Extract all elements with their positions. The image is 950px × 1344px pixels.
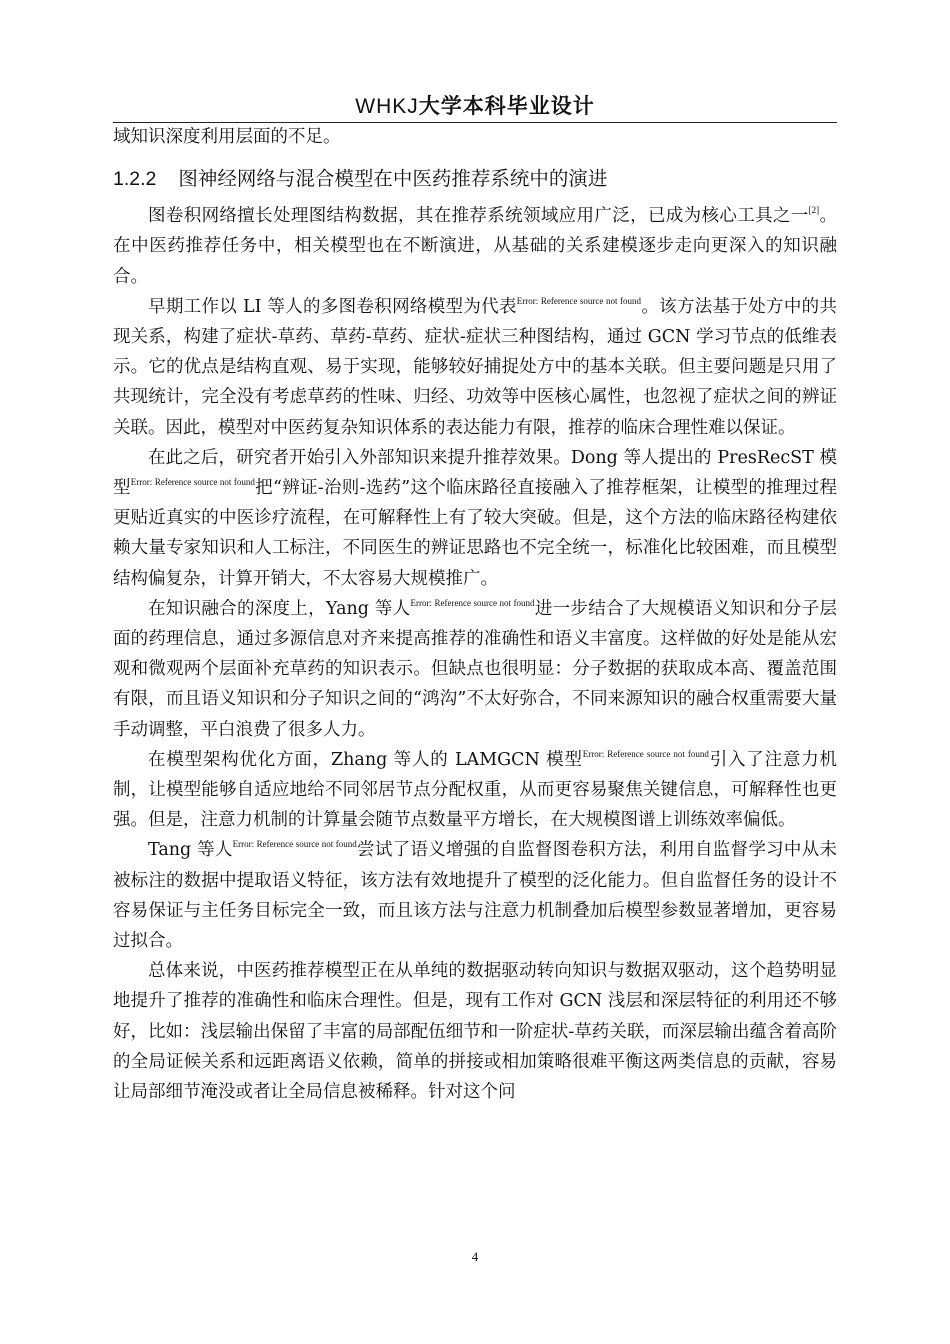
paragraph-3 (113, 443, 837, 594)
paragraph-2-text-a: 早期工作以 LI 等人的多图卷积网络模型为代表 (148, 296, 517, 317)
paragraph-7: 总体来说，中医药推荐模型正在从单纯的数据驱动转向知识与数据双驱动，这个趋势明显地提升了推荐的准确性和临床合理性。但是，现有工作对 GCN 浅层和深层特征的利用还不够好，比如：浅层输出保留了丰富的局部配伍细节和一阶症状-草药关联，而深层输出蕴含着高阶的全局证候关系和远距离语义依赖，简单的拼接或相加策略很难平衡这两类信息的贡献，容易让局部细节淹没或者让全局信息被稀释。针对这个问 (113, 961, 837, 1103)
citation-ref[interactable]: Error: Reference source not found (516, 295, 642, 306)
paragraph-5-text-a: 在模型架构优化方面，Zhang 等人的 LAMGCN 模型 (148, 749, 583, 770)
section-number: 1.2.2 (113, 168, 157, 191)
paragraph-5 (113, 745, 837, 836)
paragraph-6-text-b: 尝试了语义增强的自监督图卷积方法，利用自监督学习中从未被标注的数据中提取语义特征，该方法有效地提升了模型的泛化能力。但自监督任务的设计不容易保证与主任务目标完全一致，而且该方法与注意力机制叠加后模型参数显著增加，更容易过拟合。 (113, 840, 837, 952)
paragraph-6-text-a: Tang 等人 (148, 840, 233, 861)
citation-ref[interactable]: [2] (808, 205, 820, 216)
page-header (113, 92, 837, 121)
paragraph-4-text-b: 进一步结合了大规模语义知识和分子层面的药理信息，通过多源信息对齐来提高推荐的准确性和语义丰富度。这样做的好处是能从宏观和微观两个层面补充草药的知识表示。但缺点也很明显：分子数据的获取成本高、覆盖范围有限，而且语义知识和分子知识之间的“鸿沟”不太好弥合，不同来源知识的融合权重需要大量手动调整，平白浪费了很多人力。 (113, 598, 837, 740)
paragraph-2-text-b: 。该方法基于处方中的共现关系，构建了症状-草药、草药-草药、症状-症状三种图结构，通过 GCN 学习节点的低维表示。它的优点是结构直观、易于实现，能够较好捕捉处方中的基本关联。但主要问题是只用了共现统计，完全没有考虑草药的性味、归经、功效等中医核心属性，也忽视了症状之间的辨证关联。因此，模型对中医药复杂知识体系的表达能力有限，推荐的临床合理性难以保证。 (113, 296, 837, 438)
citation-ref[interactable]: Error: Reference source not found (582, 748, 709, 759)
paragraph-1 (113, 201, 837, 292)
section-title: 图神经网络与混合模型在中医药推荐系统中的演进 (178, 167, 608, 191)
paragraph-4 (113, 594, 837, 745)
paragraph-1-text-b: 。在中医药推荐任务中，相关模型也在不断演进，从基础的关系建模逐步走向更深入的知识融合。 (113, 206, 838, 287)
paragraph-5-text-b: 引入了注意力机制，让模型能够自适应地给不同邻居节点分配权重，从而更容易聚焦关键信息，可解释性也更强。但是，注意力机制的计算量会随节点数量平方增长，在大规模图谱上训练效率偏低。 (113, 749, 837, 831)
citation-ref[interactable]: Error: Reference source not found (232, 839, 357, 850)
paragraph-continued: 域知识深度利用层面的不足。 (113, 127, 341, 147)
section-heading (113, 164, 837, 194)
paragraph-1-text-a: 图卷积网络擅长处理图结构数据，其在推荐系统领域应用广泛，已成为核心工具之一 (148, 206, 809, 227)
paragraph-2 (113, 292, 837, 443)
citation-ref[interactable]: Error: Reference source not found (130, 477, 255, 488)
paragraph-3-text-a: 在此之后，研究者开始引入外部知识来提升推荐效果。Dong 等人提出的 PresRecST 模型 (113, 447, 837, 499)
paragraph-6 (113, 835, 837, 956)
header-title: 大学本科毕业设计 (418, 94, 595, 118)
citation-ref[interactable]: Error: Reference source not found (410, 597, 535, 608)
header-latin: WHKJ (355, 95, 419, 118)
paragraph-4-text-a: 在知识融合的深度上，Yang 等人 (148, 598, 411, 619)
paragraph-3-text-b: 把“辨证-治则-选药”这个临床路径直接融入了推荐框架，让模型的推理过程更贴近真实的中医诊疗流程，在可解释性上有了较大突破。但是，这个方法的临床路径构建依赖大量专家知识和人工标注，不同医生的辨证思路也不完全统一，标准化比较困难，而且模型结构偏复杂，计算开销大，不太容易大规模推广。 (113, 478, 838, 589)
document-body (113, 122, 837, 1107)
page-number: 4 (471, 1249, 479, 1264)
